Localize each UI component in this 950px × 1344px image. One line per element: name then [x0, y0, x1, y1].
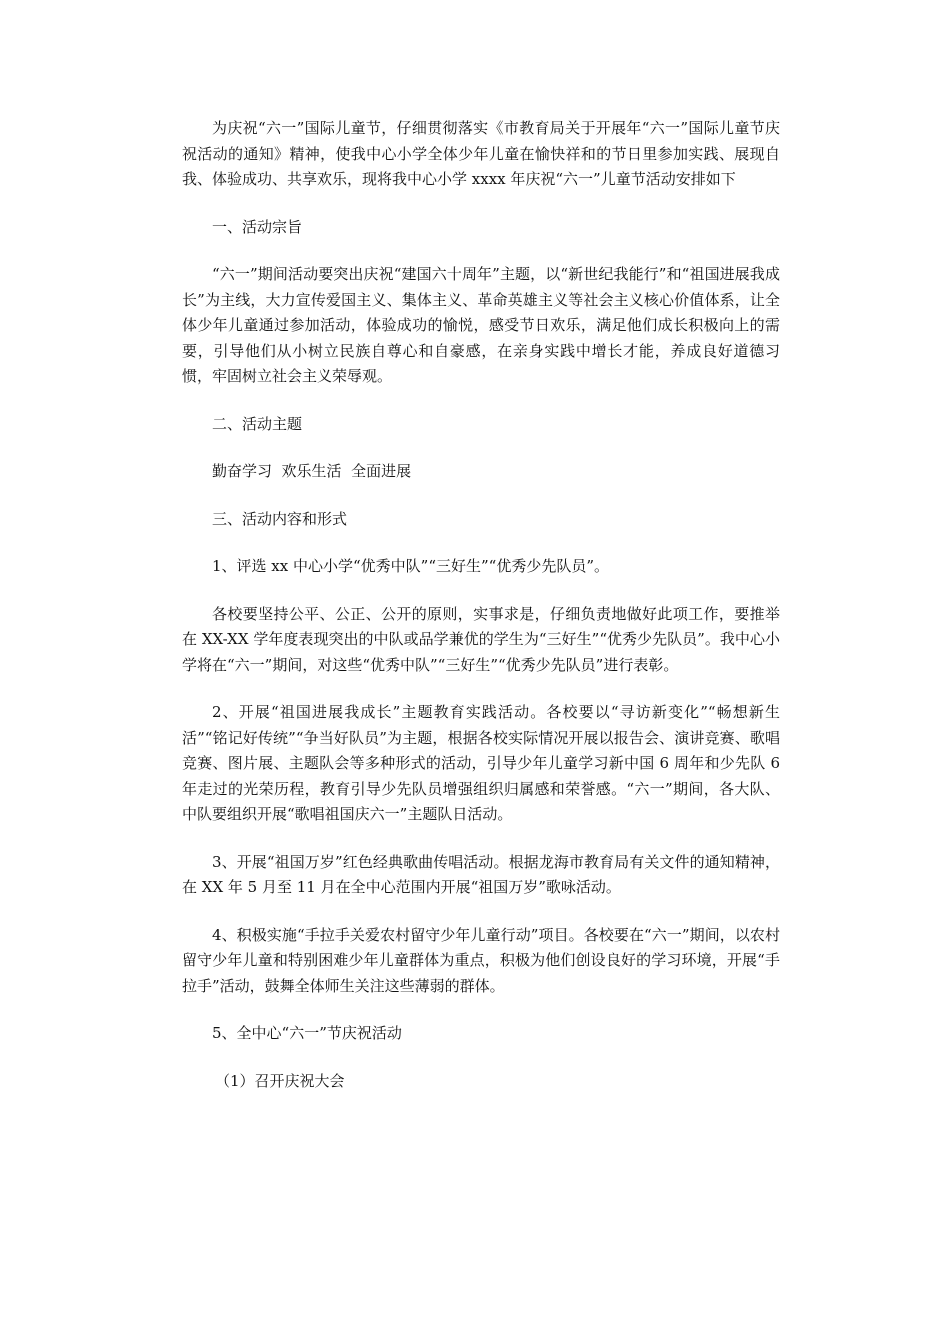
item-5-heading: 5、全中心“六一”节庆祝活动 [212, 1024, 402, 1042]
document-page [182, 116, 780, 1094]
item-1-heading: 1、评选 xx 中心小学“优秀中队”“三好生”“优秀少先队员”。 [212, 557, 610, 575]
section-1-paragraph: “六一”期间活动要突出庆祝“建国六十周年”主题，以“新世纪我能行”和“祖国进展我成长”为主线，大力宣传爱国主义、集体主义、革命英雄主义等社会主义核心价值体系，让全体少年儿童通过参加活动，体验成功的愉悦，感受节日欢乐，满足他们成长积极向上的需要，引导他们从小树立民族自尊心和自豪感，在亲身实践中增长才能，养成良好道德习惯，牢固树立社会主义荣辱观。 [182, 265, 780, 385]
item-4-paragraph: 4、积极实施“手拉手关爱农村留守少年儿童行动”项目。各校要在“六一”期间，以农村留守少年儿童和特别困难少年儿童群体为重点，积极为他们创设良好的学习环境，开展“手拉手”活动，鼓舞全体师生关注这些薄弱的群体。 [182, 925, 780, 995]
section-2-heading: 二、活动主题 [212, 414, 303, 433]
item-1-paragraph: 各校要坚持公平、公正、公开的原则，实事求是，仔细负责地做好此项工作，要推举在 XX-XX 学年度表现突出的中队或品学兼优的学生为“三好生”“优秀少先队员”。我中心小学将在“六一”期间，对这些“优秀中队”“三好生”“优秀少先队员”进行表彰。 [182, 604, 780, 674]
item-2-paragraph: 2、开展“祖国进展我成长”主题教育实践活动。各校要以“寻访新变化”“畅想新生活”“铭记好传统”“争当好队员”为主题，根据各校实际情况开展以报告会、演讲竞赛、歌唱竞赛、图片展、主题队会等多种形式的活动，引导少年儿童学习新中国 6 周年和少先队 6 年走过的光荣历程，教育引导少先队员增强组织归属感和荣誉感。“六一”期间，各大队、中队要组织开展“歌唱祖国庆六一”主题队日活动。 [182, 703, 780, 823]
item-5-subitem-1: （1）召开庆祝大会 [215, 1071, 345, 1090]
intro-paragraph: 为庆祝“六一”国际儿童节，仔细贯彻落实《市教育局关于开展年“六一”国际儿童节庆祝活动的通知》精神，使我中心小学全体少年儿童在愉快祥和的节日里参加实践、展现自我、体验成功、共享欢乐，现将我中心小学 xxxx 年庆祝“六一”儿童节活动安排如下 [182, 119, 780, 188]
section-2-theme: 勤奋学习 欢乐生活 全面进展 [212, 462, 412, 480]
section-3-heading: 三、活动内容和形式 [212, 509, 348, 528]
section-1-heading: 一、活动宗旨 [212, 217, 303, 236]
item-3-paragraph: 3、开展“祖国万岁”红色经典歌曲传唱活动。根据龙海市教育局有关文件的通知精神，在 XX 年 5 月至 11 月在全中心范围内开展“祖国万岁”歌咏活动。 [182, 852, 780, 896]
